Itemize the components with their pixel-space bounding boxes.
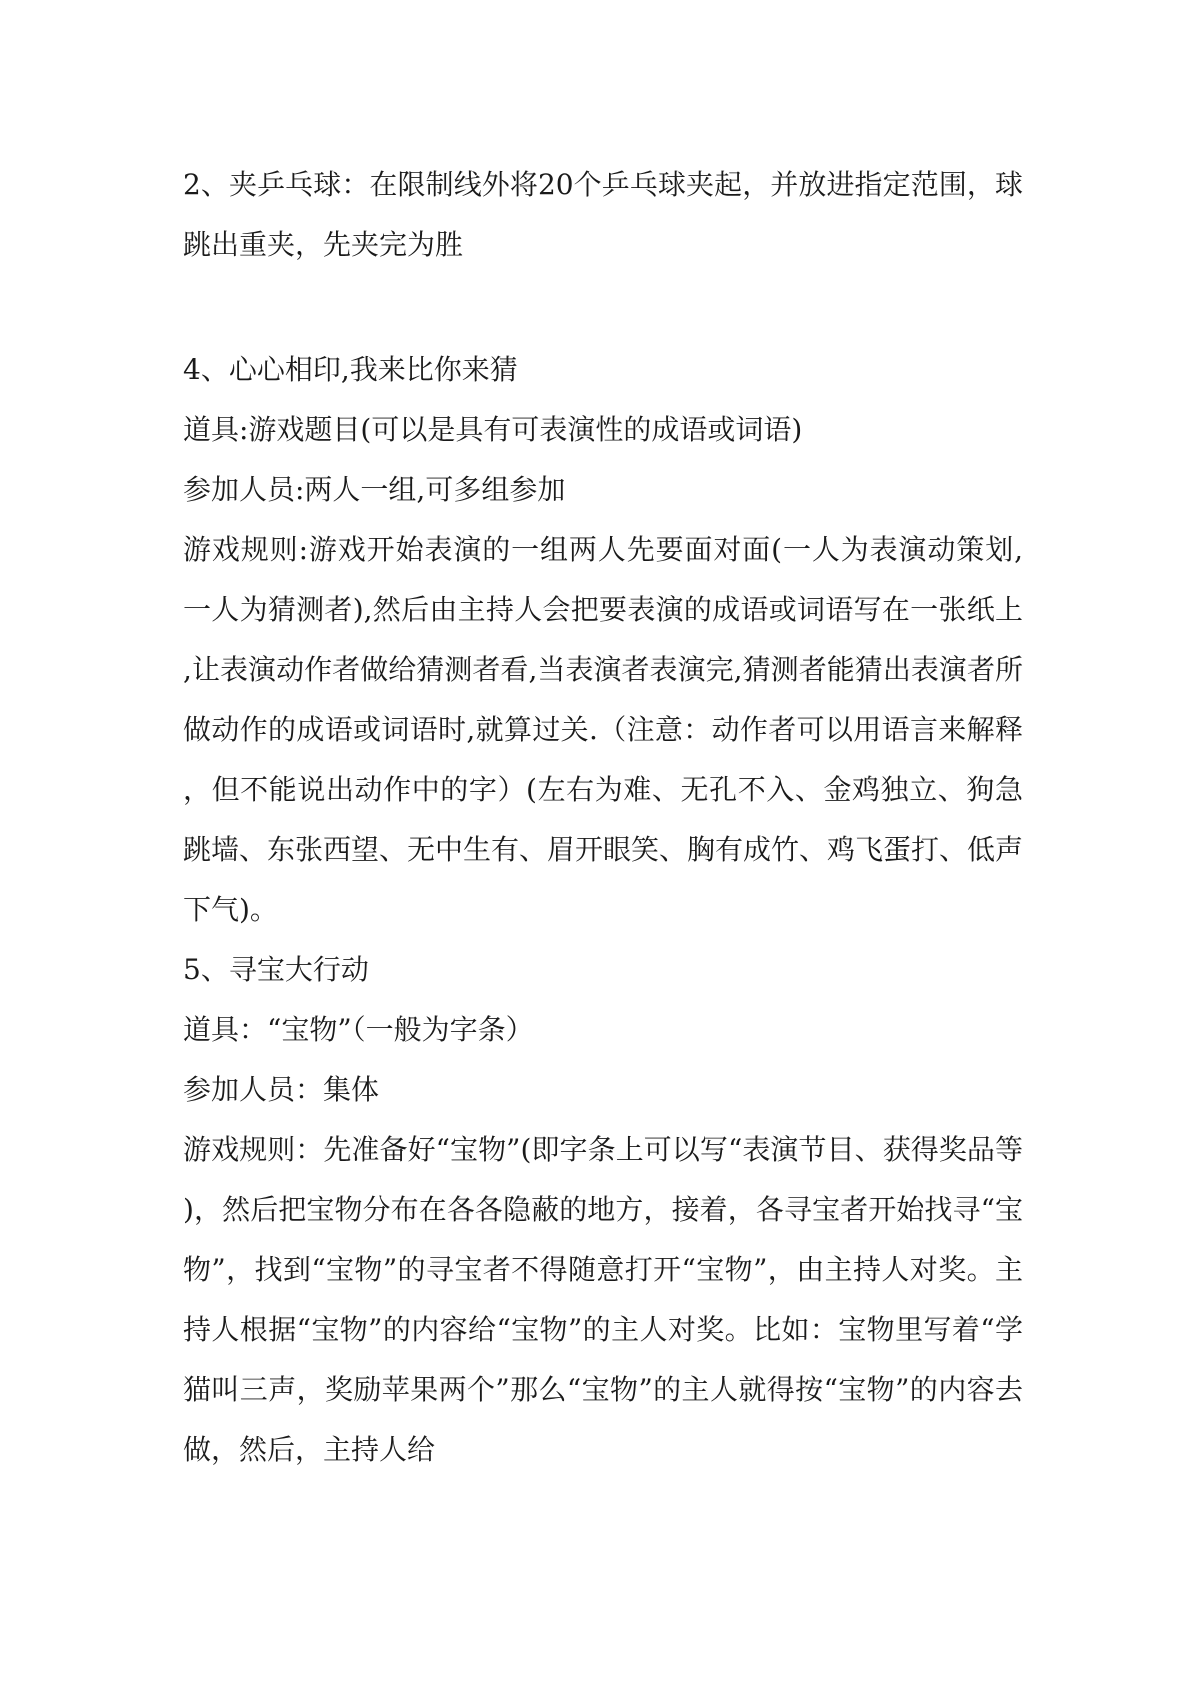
heading-treasure-hunt: 5、寻宝大行动 xyxy=(183,953,369,986)
paragraph-guess-rules: 游戏规则:游戏开始表演的一组两人先要面对面(一人为表演动策划,一人为猜测者),然后由主持人会把要表演的成语或词语写在一张纸上,让表演动作者做给猜测者看,当表演者表演完,猜测者能猜出表演者所做动作的成语或词语时,就算过关.（注意：动作者可以用语言来解释，但不能说出动作中的字）(左右为难、无孔不入、金鸡独立、狗急跳墙、东张西望、无中生有、眉开眼笑、胸有成竹、鸡飞蛋打、低声下气)。 xyxy=(183,533,1024,926)
paragraph-treasure-rules: 游戏规则：先准备好“宝物”(即字条上可以写“表演节目、获得奖品等)，然后把宝物分布在各各隐蔽的地方，接着，各寻宝者开始找寻“宝物”，找到“宝物”的寻宝者不得随意打开“宝物”，由主持人对奖。主持人根据“宝物”的内容给“宝物”的主人对奖。比如：宝物里写着“学猫叫三声，奖励苹果两个”那么“宝物”的主人就得按“宝物”的内容去做，然后，主持人给 xyxy=(183,1133,1023,1466)
paragraph-treasure-participants: 参加人员：集体 xyxy=(183,1073,380,1106)
paragraph-guess-participants: 参加人员:两人一组,可多组参加 xyxy=(183,473,566,506)
heading-guess-game: 4、心心相印,我来比你来猜 xyxy=(183,353,518,386)
paragraph-treasure-props: 道具：“宝物”（一般为字条） xyxy=(183,1013,534,1046)
paragraph-ping-pong-game: 2、夹乒乓球：在限制线外将20个乒乓球夹起，并放进指定范围，球跳出重夹，先夹完为胜 xyxy=(183,168,1023,261)
paragraph-guess-props: 道具:游戏题目(可以是具有可表演性的成语或词语) xyxy=(183,413,803,446)
document-body xyxy=(183,155,1023,1480)
